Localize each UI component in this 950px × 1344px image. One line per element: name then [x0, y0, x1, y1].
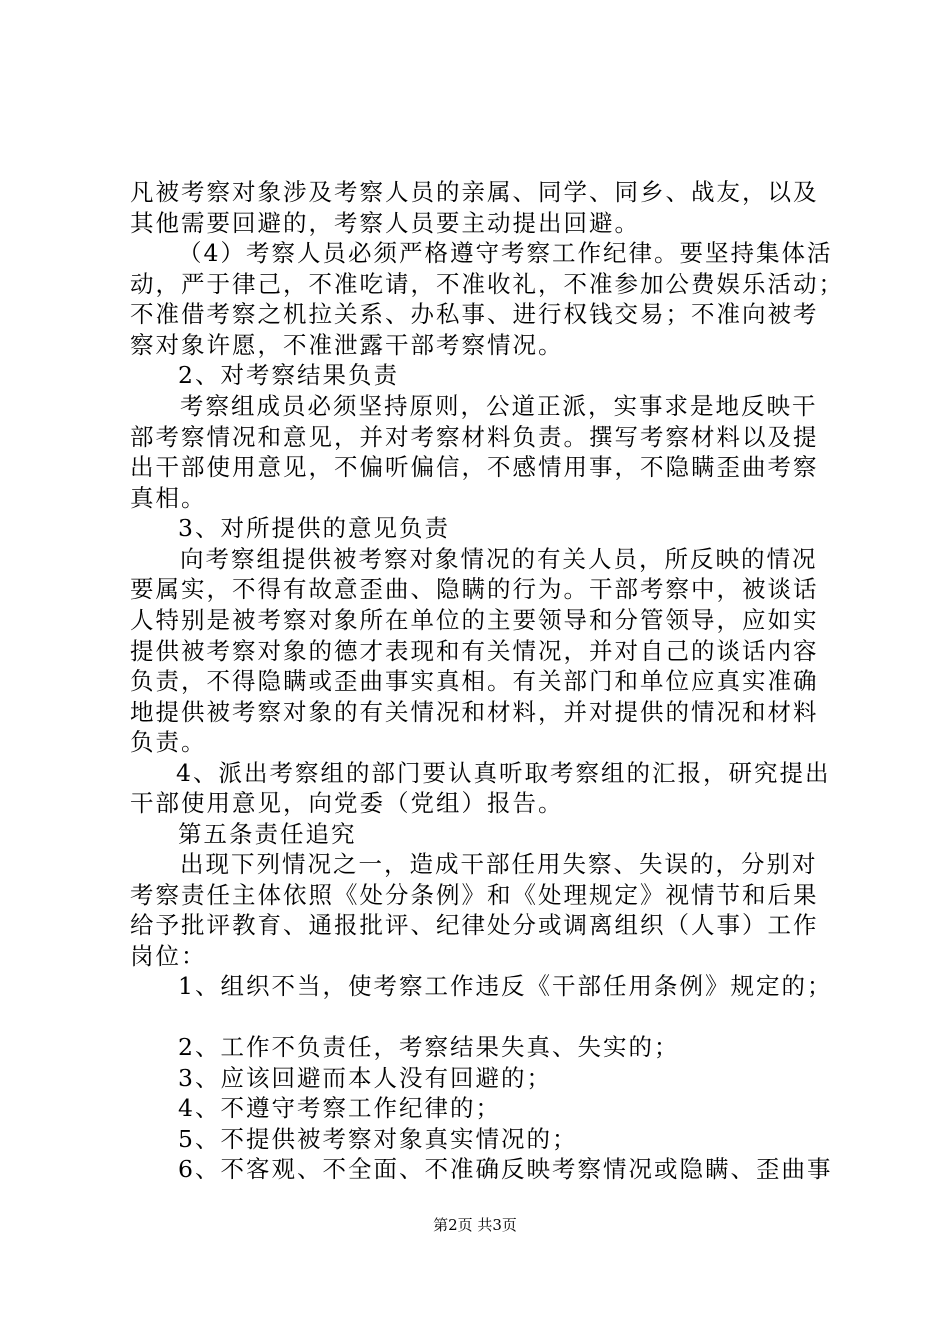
body-text-line: 部考察情况和意见，并对考察材料负责。撰写考察材料以及提 — [130, 423, 819, 451]
page-footer: 第2页 共3页 — [433, 1216, 517, 1234]
body-text-line: 真相。 — [130, 484, 207, 512]
body-text-line: 干部使用意见，向党委（党组）报告。 — [130, 789, 564, 817]
list-item: 3、应该回避而本人没有回避的； — [178, 1064, 552, 1092]
body-text-line: 出现下列情况之一，造成干部任用失察、失误的，分别对 — [180, 850, 818, 878]
body-text-line: 其他需要回避的，考察人员要主动提出回避。 — [130, 209, 640, 237]
body-text-line: 岗位： — [130, 942, 207, 970]
body-text-line: （4）考察人员必须严格遵守考察工作纪律。要坚持集体活 — [178, 239, 833, 267]
list-item: 4、不遵守考察工作纪律的； — [178, 1094, 501, 1122]
body-text-line: 出干部使用意见，不偏听偏信，不感情用事，不隐瞒歪曲考察 — [130, 453, 819, 481]
body-text-line: 动，严于律己，不准吃请，不准收礼，不准参加公费娱乐活动； — [130, 270, 844, 298]
article-heading: 第五条责任追究 — [178, 820, 357, 848]
body-text-line: 给予批评教育、通报批评、纪律处分或调离组织（人事）工作 — [130, 911, 819, 939]
body-text-line: 地提供被考察对象的有关情况和材料，并对提供的情况和材料 — [130, 698, 819, 726]
section-heading: 3、对所提供的意见负责 — [178, 514, 450, 542]
body-text-line: 察对象许愿，不准泄露干部考察情况。 — [130, 331, 564, 359]
list-item: 6、不客观、不全面、不准确反映考察情况或隐瞒、歪曲事 — [178, 1155, 833, 1183]
body-text-line: 人特别是被考察对象所在单位的主要领导和分管领导，应如实 — [130, 606, 819, 634]
list-item: 2、工作不负责任，考察结果失真、失实的； — [178, 1033, 680, 1061]
body-text-line: 考察组成员必须坚持原则，公道正派，实事求是地反映干 — [180, 392, 818, 420]
body-text-line: 提供被考察对象的德才表现和有关情况，并对自己的谈话内容 — [130, 637, 819, 665]
body-text-line: 4、派出考察组的部门要认真听取考察组的汇报，研究提出 — [176, 759, 831, 787]
body-text-line: 不准借考察之机拉关系、办私事、进行权钱交易；不准向被考 — [130, 300, 819, 328]
list-item: 5、不提供被考察对象真实情况的； — [178, 1125, 578, 1153]
body-text-line: 向考察组提供被考察对象情况的有关人员，所反映的情况 — [180, 545, 818, 573]
body-text-line: 凡被考察对象涉及考察人员的亲属、同学、同乡、战友，以及 — [130, 178, 819, 206]
list-item: 1、组织不当，使考察工作违反《干部任用条例》规定的； — [178, 972, 833, 1000]
section-heading: 2、对考察结果负责 — [178, 361, 399, 389]
body-text-line: 考察责任主体依照《处分条例》和《处理规定》视情节和后果 — [130, 881, 819, 909]
body-text-line: 要属实，不得有故意歪曲、隐瞒的行为。干部考察中，被谈话 — [130, 575, 819, 603]
body-text-line: 负责，不得隐瞒或歪曲事实真相。有关部门和单位应真实准确 — [130, 667, 819, 695]
body-text-line: 负责。 — [130, 728, 207, 756]
